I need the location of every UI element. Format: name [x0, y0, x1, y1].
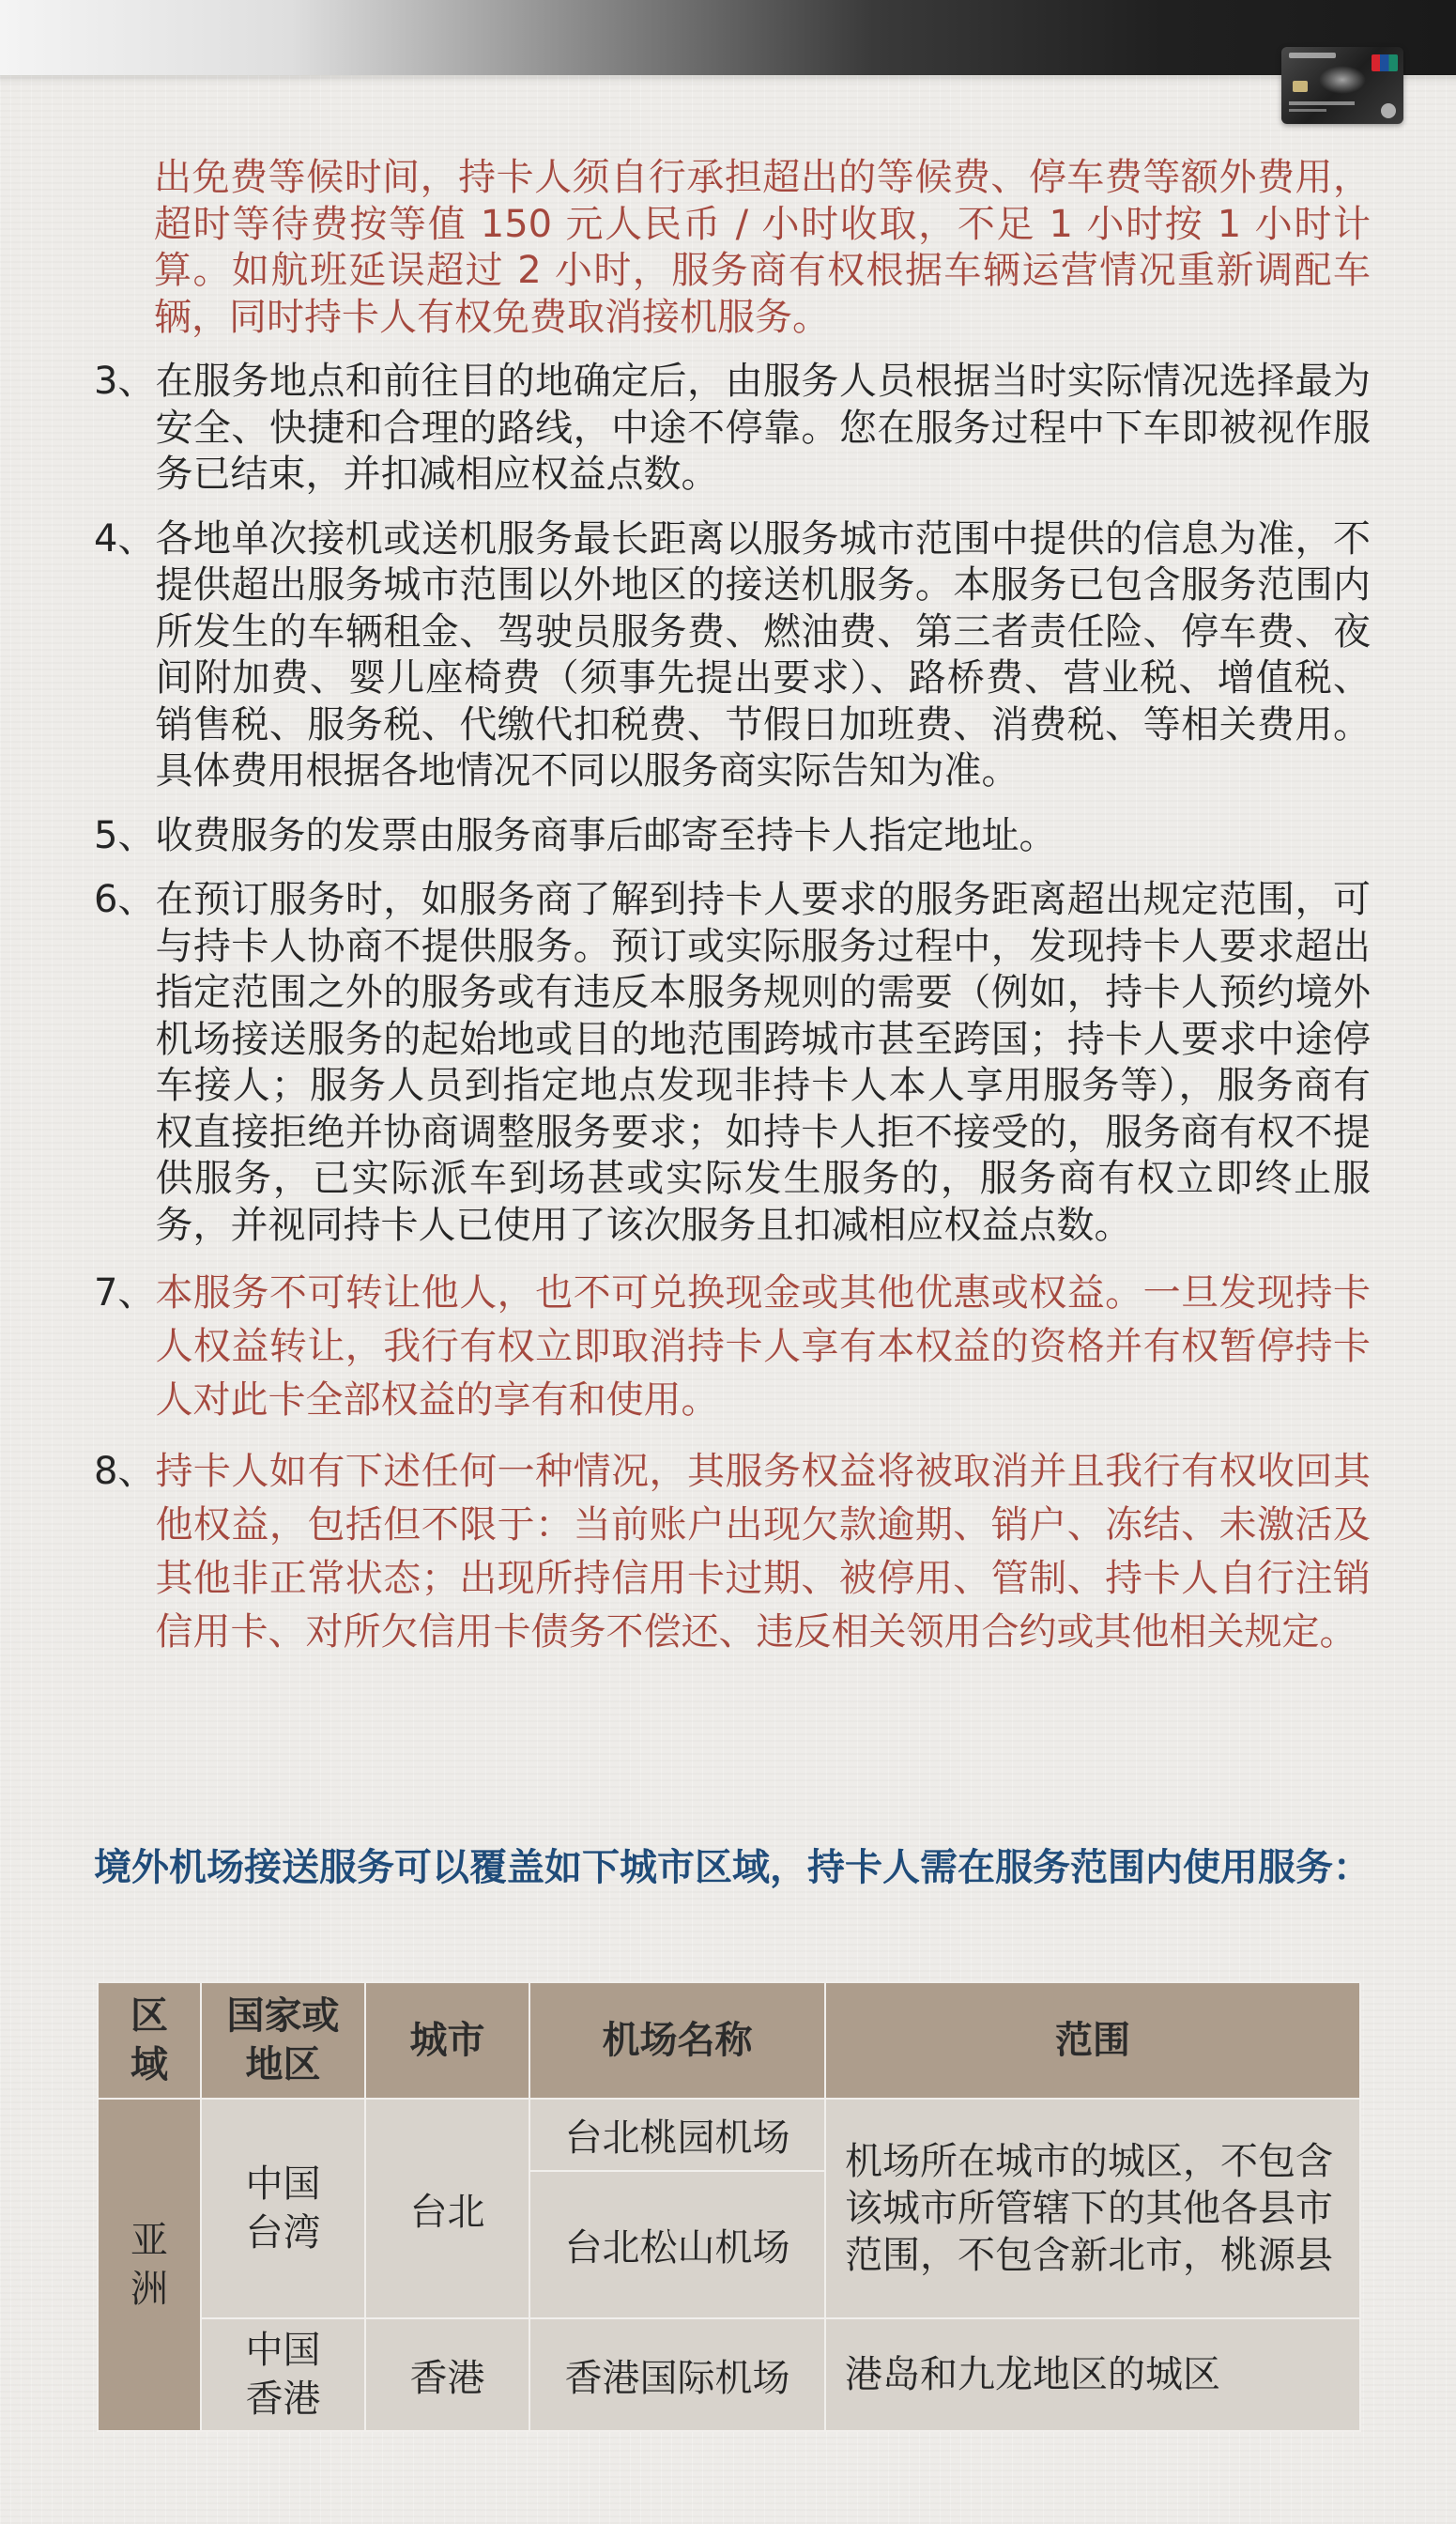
table-row [98, 2099, 1360, 2171]
card-emblem-icon [1319, 66, 1366, 94]
city-cell: 香港 [365, 2318, 529, 2431]
terms-item-5 [94, 813, 1371, 860]
coverage-table [97, 1981, 1361, 2432]
country-line2: 台湾 [245, 2211, 321, 2255]
header-country-line2: 地区 [245, 2043, 321, 2086]
top-banner-shadow [0, 75, 1456, 85]
header-airport: 机场名称 [529, 1982, 825, 2099]
terms-item-text: 持卡人如有下述任何一种情况，其服务权益将被取消并且我行有权收回其他权益，包括但不限于：当前账户出现欠款逾期、销户、冻结、未激活及其他非正常状态；出现所持信用卡过期、被停用、管制、持卡人自行注销信用卡、对所欠信用卡债务不偿还、违反相关领用合约或其他相关规定。 [155, 1450, 1371, 1654]
bank-logo-icon [1289, 53, 1336, 58]
terms-content [94, 155, 1371, 1659]
region-line1: 亚 [130, 2219, 168, 2262]
city-cell: 台北 [365, 2099, 529, 2318]
card-network-icon [1381, 103, 1396, 118]
terms-item-text: 收费服务的发票由服务商事后邮寄至持卡人指定地址。 [155, 813, 1057, 857]
terms-item-3 [94, 359, 1371, 499]
card-number-mark [1289, 101, 1355, 105]
scope-cell: 港岛和九龙地区的城区 [825, 2318, 1360, 2431]
header-country-line1: 国家或 [226, 1994, 340, 2038]
scope-cell: 机场所在城市的城区，不包含该城市所管辖下的其他各县市范围，不包含新北市，桃源县 [825, 2099, 1360, 2318]
terms-item-number: 8、 [94, 1450, 156, 1493]
terms-item-number: 6、 [94, 878, 156, 921]
terms-item-number: 7、 [94, 1271, 156, 1315]
terms-item-text: 各地单次接机或送机服务最长距离以服务城市范围中提供的信息为准，不提供超出服务城市范围以外地区的接送机服务。本服务已包含服务范围内所发生的车辆租金、驾驶员服务费、燃油费、第三者责任险、停车费、夜间附加费、婴儿座椅费（须事先提出要求）、路桥费、营业税、增值税、销售税、服务税、代缴代扣税费、节假日加班费、消费税、等相关费用。具体费用根据各地情况不同以服务商实际告知为准。 [155, 516, 1371, 793]
country-cell [201, 2318, 365, 2431]
terms-item-7 [94, 1267, 1371, 1427]
airport-cell: 香港国际机场 [529, 2318, 825, 2431]
table-row [98, 2318, 1360, 2431]
terms-item-2-continued: 出免费等候时间，持卡人须自行承担超出的等候费、停车费等额外费用，超时等待费按等值 150 元人民币 / 小时收取，不足 1 小时按 1 小时计算。如航班延误超过 2 小时，服务商有权根据车辆运营情况重新调配车辆，同时持卡人有权免费取消接机服务。 [154, 156, 1371, 339]
terms-item-text: 在服务地点和前往目的地确定后，由服务人员根据当时实际情况选择最为安全、快捷和合理的路线，中途不停靠。您在服务过程中下车即被视作服务已结束，并扣减相应权益点数。 [155, 360, 1371, 496]
terms-item-number: 5、 [94, 813, 156, 857]
header-city: 城市 [365, 1982, 529, 2099]
header-region [98, 1982, 201, 2099]
terms-item-number: 3、 [94, 360, 156, 403]
country-line2: 香港 [245, 2378, 321, 2421]
table-header-row [98, 1982, 1360, 2099]
region-line2: 洲 [130, 2268, 168, 2311]
terms-item-number: 4、 [94, 516, 156, 561]
terms-item-6 [94, 877, 1371, 1249]
terms-item-text: 本服务不可转让他人，也不可兑换现金或其他优惠或权益。一旦发现持卡人权益转让，我行有权立即取消持卡人享有本权益的资格并有权暂停持卡人对此卡全部权益的享有和使用。 [155, 1271, 1371, 1422]
coverage-section-title: 境外机场接送服务可以覆盖如下城市区域，持卡人需在服务范围内使用服务： [94, 1846, 1371, 1889]
region-cell [98, 2099, 201, 2431]
terms-item-text: 在预订服务时，如服务商了解到持卡人要求的服务距离超出规定范围，可与持卡人协商不提供服务。预订或实际服务过程中，发现持卡人要求超出指定范围之外的服务或有违反本服务规则的需要（例如，持卡人预约境外机场接送服务的起始地或目的地范围跨城市甚至跨国；持卡人要求中途停车接人；服务人员到指定地点发现非持卡人本人享用服务等），服务商有权直接拒绝并协商调整服务要求；如持卡人拒不接受的，服务商有权不提供服务，已实际派车到场甚或实际发生服务的，服务商有权立即终止服务，并视同持卡人已使用了该次服务且扣减相应权益点数。 [155, 878, 1371, 1247]
card-name-mark [1289, 109, 1326, 112]
country-line1: 中国 [245, 2162, 321, 2206]
airport-cell: 台北桃园机场 [529, 2099, 825, 2171]
header-country [201, 1982, 365, 2099]
header-region-line1: 区 [130, 1994, 168, 2038]
country-cell [201, 2099, 365, 2318]
card-chip-icon [1293, 81, 1308, 92]
terms-item-8 [94, 1445, 1371, 1659]
credit-card-image [1281, 47, 1403, 124]
header-scope: 范围 [825, 1982, 1360, 2099]
country-line1: 中国 [245, 2329, 321, 2372]
airport-cell: 台北松山机场 [529, 2171, 825, 2318]
top-banner [0, 0, 1456, 75]
terms-item-4 [94, 516, 1371, 795]
header-region-line2: 域 [130, 2043, 168, 2086]
unionpay-logo-icon [1372, 54, 1398, 71]
